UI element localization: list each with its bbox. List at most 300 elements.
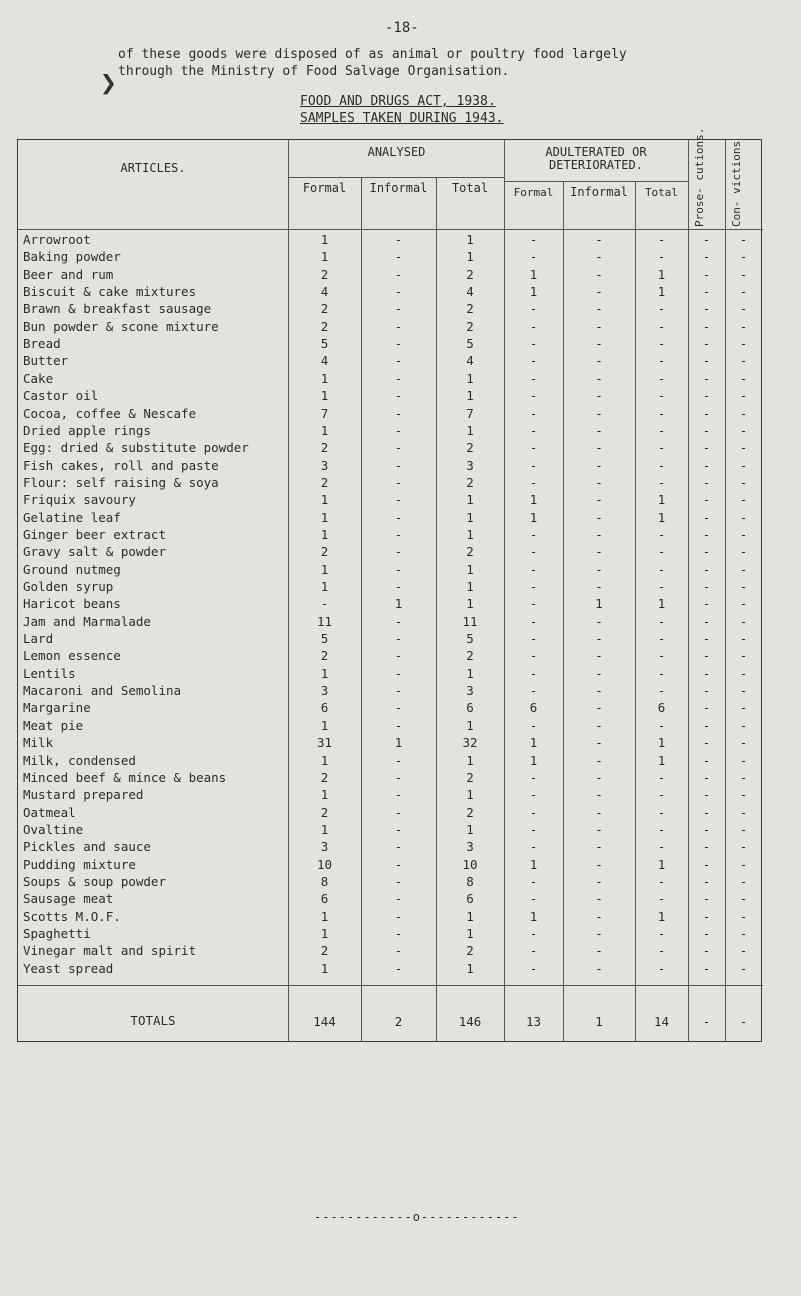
- cell-a-total: 8: [466, 873, 474, 889]
- cell-a-total: 2: [466, 474, 474, 490]
- cell-a-total: 32: [462, 735, 478, 751]
- cell-a-total: 2: [466, 804, 474, 820]
- cell-convictions: -: [739, 596, 748, 612]
- cell-d-total: -: [657, 336, 666, 352]
- cell-a-informal: -: [394, 579, 403, 594]
- article-name: Castor oil: [23, 388, 99, 404]
- cell-d-formal: 1: [529, 284, 538, 300]
- cell-a-formal: 1: [320, 787, 329, 803]
- table-row: [18, 838, 763, 855]
- cell-a-formal: 6: [320, 891, 329, 907]
- cell-a-total: 1: [466, 787, 474, 803]
- cell-prosecutions: -: [702, 301, 711, 317]
- cell-a-informal: -: [394, 353, 403, 369]
- cell-d-total: -: [657, 561, 666, 577]
- cell-convictions: -: [739, 735, 748, 751]
- heading-samples: SAMPLES TAKEN DURING 1943.: [300, 111, 504, 126]
- cell-a-total: 1: [466, 821, 474, 837]
- table-row: [18, 925, 763, 942]
- cell-d-formal: -: [529, 440, 538, 456]
- cell-a-formal: 2: [320, 769, 329, 785]
- table-row: [18, 717, 763, 734]
- table-row: [18, 457, 763, 474]
- cell-a-total: 1: [466, 509, 474, 525]
- cell-convictions: -: [739, 891, 748, 907]
- table-row: [18, 595, 763, 612]
- article-name: Milk, condensed: [23, 752, 136, 768]
- table-row: [18, 352, 763, 369]
- cell-a-informal: -: [394, 440, 403, 456]
- article-name: Bun powder & scone mixture: [23, 318, 219, 334]
- table-row: [18, 474, 763, 491]
- cell-d-total: -: [657, 926, 666, 941]
- article-name: Baking powder: [23, 249, 121, 265]
- article-name: Macaroni and Semolina: [23, 683, 182, 699]
- cell-a-formal: -: [320, 596, 329, 612]
- cell-a-total: 1: [466, 926, 474, 941]
- cell-a-total: 1: [466, 526, 474, 542]
- cell-a-total: 1: [466, 422, 474, 438]
- cell-d-informal: -: [595, 665, 603, 681]
- cell-d-formal: -: [529, 526, 538, 542]
- article-name: Golden syrup: [23, 579, 114, 594]
- cell-a-total: 2: [466, 266, 474, 282]
- cell-d-formal: -: [529, 683, 538, 699]
- article-name: Flour: self raising & soya: [23, 474, 219, 490]
- cell-d-formal: -: [529, 665, 538, 681]
- cell-a-total: 5: [466, 336, 474, 352]
- cell-d-formal: -: [529, 353, 538, 369]
- cell-a-informal: -: [394, 700, 403, 716]
- header-analysed-informal: Informal: [369, 181, 428, 195]
- cell-prosecutions: -: [702, 735, 711, 751]
- cell-convictions: -: [739, 457, 748, 473]
- article-name: Ovaltine: [23, 821, 84, 837]
- cell-a-total: 2: [466, 769, 474, 785]
- article-name: Haricot beans: [23, 596, 121, 612]
- cell-a-formal: 2: [320, 544, 329, 560]
- table-row: [18, 300, 763, 317]
- cell-a-informal: -: [394, 284, 403, 300]
- cell-convictions: -: [739, 804, 748, 820]
- cell-a-total: 2: [466, 648, 474, 664]
- cell-d-informal: -: [595, 926, 603, 941]
- cell-d-informal: -: [595, 301, 603, 317]
- cell-d-total: -: [657, 891, 666, 907]
- cell-convictions: -: [739, 388, 748, 404]
- cell-prosecutions: -: [702, 665, 711, 681]
- cell-d-total: -: [657, 665, 666, 681]
- cell-prosecutions: -: [702, 440, 711, 456]
- article-name: Gravy salt & powder: [23, 544, 166, 560]
- cell-prosecutions: -: [702, 873, 711, 889]
- cell-a-formal: 2: [320, 943, 329, 959]
- cell-a-total: 1: [466, 492, 474, 508]
- table-row: [18, 804, 763, 821]
- page-number: -18-: [385, 20, 419, 36]
- cell-d-formal: -: [529, 648, 538, 664]
- table-row: [18, 682, 763, 699]
- cell-a-informal: -: [394, 631, 403, 647]
- cell-prosecutions: -: [702, 839, 711, 855]
- header-analysed: ANALYSED: [367, 145, 426, 159]
- cell-a-total: 3: [466, 839, 474, 855]
- cell-d-informal: -: [595, 561, 603, 577]
- cell-prosecutions: -: [702, 769, 711, 785]
- cell-d-total: 1: [657, 509, 666, 525]
- cell-d-formal: -: [529, 804, 538, 820]
- cell-d-total: -: [657, 457, 666, 473]
- table-row: [18, 405, 763, 422]
- cell-prosecutions: -: [702, 804, 711, 820]
- cell-a-total: 1: [466, 232, 474, 247]
- cell-a-total: 2: [466, 440, 474, 456]
- cell-a-informal: -: [394, 752, 403, 768]
- cell-d-informal: -: [595, 735, 603, 751]
- cell-d-total: -: [657, 769, 666, 785]
- cell-convictions: -: [739, 873, 748, 889]
- intro-line-1: of these goods were disposed of as animal or poultry food largely: [118, 47, 627, 62]
- cell-d-informal: -: [595, 873, 603, 889]
- table-row: [18, 370, 763, 387]
- cell-prosecutions: -: [702, 249, 711, 265]
- total-adulterated-formal: 13: [525, 1014, 542, 1029]
- header-adulterated-total: Total: [644, 186, 679, 199]
- cell-a-formal: 1: [320, 388, 329, 404]
- article-name: Spaghetti: [23, 926, 91, 941]
- cell-d-formal: -: [529, 544, 538, 560]
- cell-prosecutions: -: [702, 752, 711, 768]
- cell-d-informal: -: [595, 457, 603, 473]
- cell-a-informal: -: [394, 891, 403, 907]
- table-row: [18, 561, 763, 578]
- cell-d-formal: -: [529, 579, 538, 594]
- cell-d-total: -: [657, 960, 666, 976]
- cell-d-total: -: [657, 353, 666, 369]
- cell-d-total: -: [657, 839, 666, 855]
- cell-d-formal: -: [529, 457, 538, 473]
- table-row: [18, 266, 763, 283]
- cell-convictions: -: [739, 284, 748, 300]
- cell-convictions: -: [739, 509, 748, 525]
- cell-prosecutions: -: [702, 457, 711, 473]
- cell-d-formal: -: [529, 405, 538, 421]
- cell-a-formal: 10: [316, 856, 333, 872]
- cell-a-total: 7: [466, 405, 474, 421]
- article-name: Lard: [23, 631, 54, 647]
- table-row: [18, 335, 763, 352]
- table-row: [18, 613, 763, 630]
- table-row: [18, 769, 763, 786]
- cell-convictions: -: [739, 249, 748, 265]
- cell-d-formal: -: [529, 474, 538, 490]
- cell-a-formal: 5: [320, 336, 329, 352]
- article-name: Scotts M.O.F.: [23, 908, 121, 924]
- cell-convictions: -: [739, 752, 748, 768]
- cell-convictions: -: [739, 839, 748, 855]
- cell-a-formal: 1: [320, 717, 329, 733]
- table-row: [18, 422, 763, 439]
- cell-a-informal: 1: [394, 596, 403, 612]
- cell-d-formal: 1: [529, 908, 538, 924]
- cell-convictions: -: [739, 579, 748, 594]
- cell-d-formal: -: [529, 873, 538, 889]
- cell-d-formal: -: [529, 249, 538, 265]
- cell-d-total: -: [657, 388, 666, 404]
- cell-d-informal: -: [595, 492, 603, 508]
- cell-d-informal: -: [595, 821, 603, 837]
- cell-a-informal: -: [394, 492, 403, 508]
- cell-convictions: -: [739, 353, 748, 369]
- table-row: [18, 231, 763, 248]
- table-row: [18, 318, 763, 335]
- cell-d-informal: -: [595, 631, 603, 647]
- article-name: Pudding mixture: [23, 856, 136, 872]
- cell-d-total: -: [657, 526, 666, 542]
- cell-convictions: -: [739, 926, 748, 941]
- cell-convictions: -: [739, 266, 748, 282]
- header-analysed-total: Total: [451, 181, 489, 195]
- cell-a-informal: -: [394, 839, 403, 855]
- cell-a-informal: -: [394, 926, 403, 941]
- cell-prosecutions: -: [702, 683, 711, 699]
- cell-d-total: -: [657, 683, 666, 699]
- cell-prosecutions: -: [702, 596, 711, 612]
- article-name: Brawn & breakfast sausage: [23, 301, 212, 317]
- cell-d-total: -: [657, 579, 666, 594]
- cell-a-formal: 6: [320, 700, 329, 716]
- header-articles: ARTICLES.: [120, 161, 186, 175]
- cell-a-formal: 7: [320, 405, 329, 421]
- cell-d-informal: -: [595, 683, 603, 699]
- cell-d-informal: -: [595, 839, 603, 855]
- cell-d-total: -: [657, 301, 666, 317]
- cell-d-formal: 1: [529, 752, 538, 768]
- cell-a-formal: 1: [320, 908, 329, 924]
- article-name: Fish cakes, roll and paste: [23, 457, 219, 473]
- cell-convictions: -: [739, 700, 748, 716]
- cell-convictions: -: [739, 631, 748, 647]
- cell-a-formal: 1: [320, 492, 329, 508]
- cell-a-total: 6: [466, 891, 474, 907]
- total-prosecutions: -: [702, 1014, 711, 1029]
- cell-a-total: 1: [466, 908, 474, 924]
- cell-d-informal: -: [595, 284, 603, 300]
- cell-convictions: -: [739, 613, 748, 629]
- cell-a-informal: -: [394, 665, 403, 681]
- cell-d-total: -: [657, 613, 666, 629]
- cell-a-formal: 2: [320, 474, 329, 490]
- cell-d-informal: -: [595, 787, 603, 803]
- cell-a-total: 1: [466, 249, 474, 265]
- article-name: Gelatine leaf: [23, 509, 121, 525]
- cell-prosecutions: -: [702, 631, 711, 647]
- cell-a-total: 2: [466, 544, 474, 560]
- article-name: Milk: [23, 735, 54, 751]
- cell-a-informal: -: [394, 821, 403, 837]
- total-analysed-informal: 2: [394, 1014, 403, 1029]
- cell-a-formal: 1: [320, 370, 329, 386]
- cell-convictions: -: [739, 336, 748, 352]
- cell-a-informal: -: [394, 613, 403, 629]
- table-row: [18, 387, 763, 404]
- cell-d-informal: -: [595, 422, 603, 438]
- cell-d-informal: -: [595, 908, 603, 924]
- cell-a-formal: 1: [320, 579, 329, 594]
- cell-convictions: -: [739, 440, 748, 456]
- cell-d-informal: -: [595, 474, 603, 490]
- cell-convictions: -: [739, 405, 748, 421]
- cell-a-formal: 1: [320, 422, 329, 438]
- table-row: [18, 630, 763, 647]
- article-name: Biscuit & cake mixtures: [23, 284, 197, 300]
- cell-d-informal: -: [595, 318, 603, 334]
- margin-mark: ❯: [100, 66, 117, 99]
- cell-a-formal: 4: [320, 284, 329, 300]
- table-row: [18, 283, 763, 300]
- cell-a-total: 3: [466, 457, 474, 473]
- cell-d-total: -: [657, 821, 666, 837]
- cell-convictions: -: [739, 717, 748, 733]
- cell-a-informal: 1: [394, 735, 403, 751]
- cell-prosecutions: -: [702, 960, 711, 976]
- article-name: Bread: [23, 336, 61, 352]
- cell-a-formal: 4: [320, 353, 329, 369]
- cell-a-informal: -: [394, 232, 403, 247]
- table-row: [18, 734, 763, 751]
- cell-prosecutions: -: [702, 561, 711, 577]
- cell-a-informal: -: [394, 422, 403, 438]
- cell-convictions: -: [739, 370, 748, 386]
- cell-d-informal: -: [595, 960, 603, 976]
- header-adulterated-formal: Formal: [513, 186, 554, 199]
- table-row: [18, 439, 763, 456]
- cell-a-formal: 3: [320, 683, 329, 699]
- cell-prosecutions: -: [702, 336, 711, 352]
- article-name: Cake: [23, 370, 54, 386]
- article-name: Oatmeal: [23, 804, 76, 820]
- cell-a-total: 2: [466, 301, 474, 317]
- article-name: Dried apple rings: [23, 422, 151, 438]
- cell-prosecutions: -: [702, 405, 711, 421]
- cell-a-total: 2: [466, 943, 474, 959]
- table-row: [18, 752, 763, 769]
- cell-prosecutions: -: [702, 284, 711, 300]
- footer-separator: ------------o------------: [314, 1210, 520, 1224]
- cell-a-total: 10: [462, 856, 478, 872]
- cell-d-total: -: [657, 648, 666, 664]
- cell-d-formal: -: [529, 717, 538, 733]
- article-name: Meat pie: [23, 717, 84, 733]
- cell-d-informal: -: [595, 509, 603, 525]
- table-row: [18, 890, 763, 907]
- cell-convictions: -: [739, 474, 748, 490]
- cell-d-informal: -: [595, 579, 603, 594]
- cell-d-informal: -: [595, 440, 603, 456]
- cell-a-total: 6: [466, 700, 474, 716]
- cell-a-total: 1: [466, 370, 474, 386]
- intro-line-2: through the Ministry of Food Salvage Organisation.: [118, 64, 510, 79]
- cell-a-informal: -: [394, 648, 403, 664]
- cell-d-informal: -: [595, 613, 603, 629]
- table-row: [18, 960, 763, 977]
- cell-d-formal: -: [529, 891, 538, 907]
- cell-d-informal: -: [595, 353, 603, 369]
- cell-convictions: -: [739, 787, 748, 803]
- cell-d-total: -: [657, 787, 666, 803]
- cell-convictions: -: [739, 856, 748, 872]
- cell-d-informal: -: [595, 370, 603, 386]
- intro-text: [118, 46, 788, 80]
- article-name: Mustard prepared: [23, 787, 144, 803]
- cell-a-total: 1: [466, 579, 474, 594]
- cell-prosecutions: -: [702, 926, 711, 941]
- cell-a-formal: 11: [316, 613, 333, 629]
- cell-convictions: -: [739, 422, 748, 438]
- cell-d-informal: -: [595, 544, 603, 560]
- cell-convictions: -: [739, 908, 748, 924]
- cell-d-total: -: [657, 249, 666, 265]
- cell-a-informal: -: [394, 943, 403, 959]
- header-adulterated-informal: Informal: [570, 185, 628, 199]
- cell-d-informal: -: [595, 717, 603, 733]
- table-row: [18, 908, 763, 925]
- cell-d-informal: -: [595, 804, 603, 820]
- table-row: [18, 942, 763, 959]
- cell-a-total: 1: [466, 717, 474, 733]
- cell-a-informal: -: [394, 318, 403, 334]
- article-name: Cocoa, coffee & Nescafe: [23, 405, 197, 421]
- cell-a-total: 1: [466, 752, 474, 768]
- cell-convictions: -: [739, 648, 748, 664]
- cell-d-formal: -: [529, 301, 538, 317]
- cell-a-informal: -: [394, 873, 403, 889]
- cell-a-formal: 1: [320, 561, 329, 577]
- table-row: [18, 647, 763, 664]
- cell-a-formal: 1: [320, 960, 329, 976]
- cell-convictions: -: [739, 492, 748, 508]
- cell-prosecutions: -: [702, 232, 711, 247]
- article-name: Arrowroot: [23, 232, 91, 247]
- cell-a-total: 1: [466, 960, 474, 976]
- cell-d-formal: -: [529, 318, 538, 334]
- article-name: Ginger beer extract: [23, 526, 166, 542]
- cell-d-informal: 1: [595, 596, 603, 612]
- cell-d-informal: -: [595, 266, 603, 282]
- cell-d-formal: -: [529, 960, 538, 976]
- cell-a-formal: 3: [320, 457, 329, 473]
- cell-convictions: -: [739, 821, 748, 837]
- cell-d-total: 1: [657, 856, 666, 872]
- cell-d-formal: -: [529, 631, 538, 647]
- cell-d-formal: -: [529, 336, 538, 352]
- article-name: Pickles and sauce: [23, 839, 151, 855]
- header-analysed-formal: Formal: [302, 181, 347, 195]
- cell-a-total: 4: [466, 284, 474, 300]
- cell-a-informal: -: [394, 249, 403, 265]
- cell-d-formal: -: [529, 596, 538, 612]
- cell-a-formal: 5: [320, 631, 329, 647]
- cell-d-formal: -: [529, 388, 538, 404]
- cell-d-total: 1: [657, 596, 666, 612]
- cell-d-total: 1: [657, 492, 666, 508]
- cell-a-informal: -: [394, 960, 403, 976]
- cell-convictions: -: [739, 318, 748, 334]
- cell-d-formal: -: [529, 943, 538, 959]
- cell-a-informal: -: [394, 544, 403, 560]
- cell-a-informal: -: [394, 717, 403, 733]
- cell-d-formal: 6: [529, 700, 538, 716]
